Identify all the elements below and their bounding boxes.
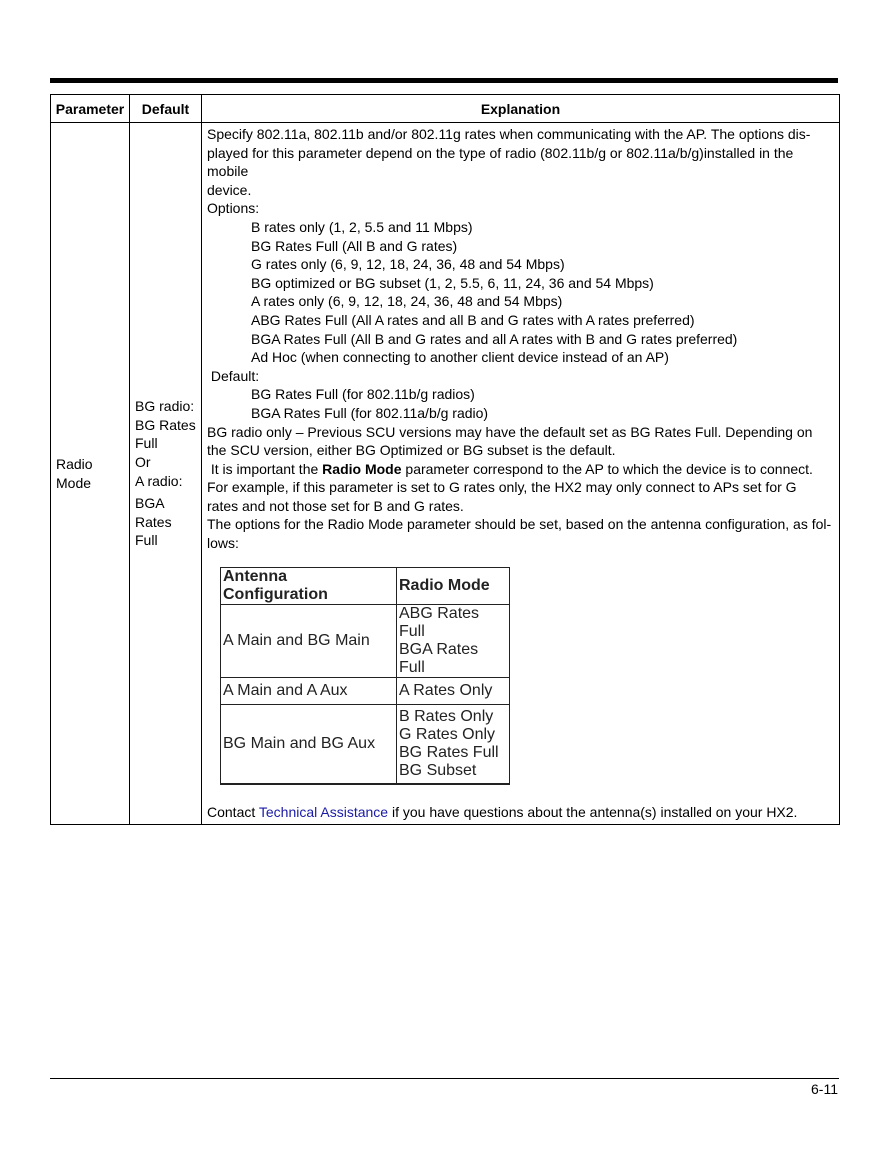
- parameter-name-line: Radio: [56, 456, 93, 473]
- default-label: Default:: [207, 367, 260, 384]
- antenna-modes: [397, 704, 510, 784]
- page-number: 6-11: [811, 1081, 838, 1097]
- parameter-table: [50, 94, 840, 825]
- antenna-modes: [397, 677, 510, 704]
- radio-mode-item: BG Rates Full: [399, 743, 499, 761]
- antenna-header-row: [221, 567, 510, 604]
- antenna-intro-line: The options for the Radio Mode parameter should be set, based on the antenna configuration, as fol-: [207, 516, 832, 533]
- table-header-row: [51, 95, 840, 123]
- contact-line: [207, 803, 835, 822]
- default-cell: [130, 123, 202, 825]
- example-line: For example, if this parameter is set to G rates only, the HX2 may only connect to APs set for G: [207, 479, 797, 496]
- option-item: G rates only (6, 9, 12, 18, 24, 36, 48 and 54 Mbps): [251, 256, 565, 273]
- default-line: Full: [135, 435, 158, 452]
- antenna-table: [220, 567, 510, 785]
- radio-mode-item: G Rates Only: [399, 725, 496, 743]
- header-parameter: Parameter: [51, 95, 130, 123]
- radio-mode-item: ABG Rates Full: [399, 604, 480, 640]
- important-line: [207, 460, 835, 479]
- radio-mode-item: BG Subset: [399, 761, 477, 779]
- default-line: BGA: [135, 495, 165, 512]
- antenna-config: A Main and BG Main: [221, 604, 397, 677]
- intro-line: Specify 802.11a, 802.11b and/or 802.11g rates when communicating with the AP. The options dis-: [207, 126, 811, 142]
- header-rule: [50, 78, 838, 83]
- explanation-cell: [202, 123, 840, 825]
- antenna-intro-line: lows:: [207, 535, 239, 552]
- table-row: [51, 123, 840, 825]
- option-item: A rates only (6, 9, 12, 18, 24, 36, 48 and 54 Mbps): [251, 293, 563, 310]
- default-line: Full: [135, 532, 158, 549]
- option-item: BGA Rates Full (All B and G rates and all A rates with B and G rates preferred): [251, 330, 738, 347]
- radio-mode-item: B Rates Only: [399, 707, 494, 725]
- footer-rule: [50, 1078, 839, 1079]
- default-line: BG Rates: [135, 416, 196, 433]
- contact-text: if you have questions about the antenna(s) installed on your HX2.: [388, 803, 798, 820]
- parameter-name-line: Mode: [56, 474, 92, 491]
- default-item: BGA Rates Full (for 802.11a/b/g radio): [251, 404, 489, 421]
- important-text: It is important the: [207, 460, 323, 477]
- example-line: rates and not those set for B and G rates.: [207, 497, 464, 514]
- option-item: BG Rates Full (All B and G rates): [251, 237, 458, 254]
- antenna-header-mode: Radio Mode: [397, 567, 510, 604]
- radio-mode-item: BGA Rates Full: [399, 640, 479, 676]
- antenna-header-config: Antenna Configuration: [221, 567, 397, 604]
- antenna-config: BG Main and BG Aux: [221, 704, 397, 784]
- intro-line: device.: [207, 181, 252, 198]
- antenna-config: A Main and A Aux: [221, 677, 397, 704]
- options-label: Options:: [207, 200, 260, 217]
- header-default: Default: [130, 95, 202, 123]
- default-line: Rates: [135, 513, 172, 530]
- parameter-cell: [51, 123, 130, 825]
- antenna-row: [221, 604, 510, 677]
- important-bold-term: Radio Mode: [322, 460, 402, 477]
- antenna-row: [221, 704, 510, 784]
- option-item: ABG Rates Full (All A rates and all B and G rates with A rates preferred): [251, 311, 695, 328]
- radio-mode-item: A Rates Only: [399, 681, 493, 699]
- option-item: BG optimized or BG subset (1, 2, 5.5, 6, 11, 24, 36 and 54 Mbps): [251, 274, 654, 291]
- note-line: BG radio only – Previous SCU versions may have the default set as BG Rates Full. Depending on: [207, 423, 813, 440]
- important-text: parameter correspond to the AP to which the device is to connect.: [401, 460, 813, 477]
- default-line: Or: [135, 454, 151, 471]
- contact-text: Contact: [207, 803, 259, 820]
- default-line: A radio:: [135, 472, 183, 489]
- technical-assistance-link[interactable]: Technical Assistance: [258, 803, 389, 820]
- default-item: BG Rates Full (for 802.11b/g radios): [251, 386, 475, 403]
- option-item: B rates only (1, 2, 5.5 and 11 Mbps): [251, 218, 473, 235]
- note-line: the SCU version, either BG Optimized or BG subset is the default.: [207, 442, 616, 459]
- intro-line: played for this parameter depend on the type of radio (802.11b/g or 802.11a/b/g)installed in the mobile: [207, 144, 794, 180]
- antenna-modes: [397, 604, 510, 677]
- header-explanation: Explanation: [202, 95, 840, 123]
- default-line: BG radio:: [135, 398, 195, 415]
- option-item: Ad Hoc (when connecting to another client device instead of an AP): [251, 349, 669, 366]
- antenna-row: [221, 677, 510, 704]
